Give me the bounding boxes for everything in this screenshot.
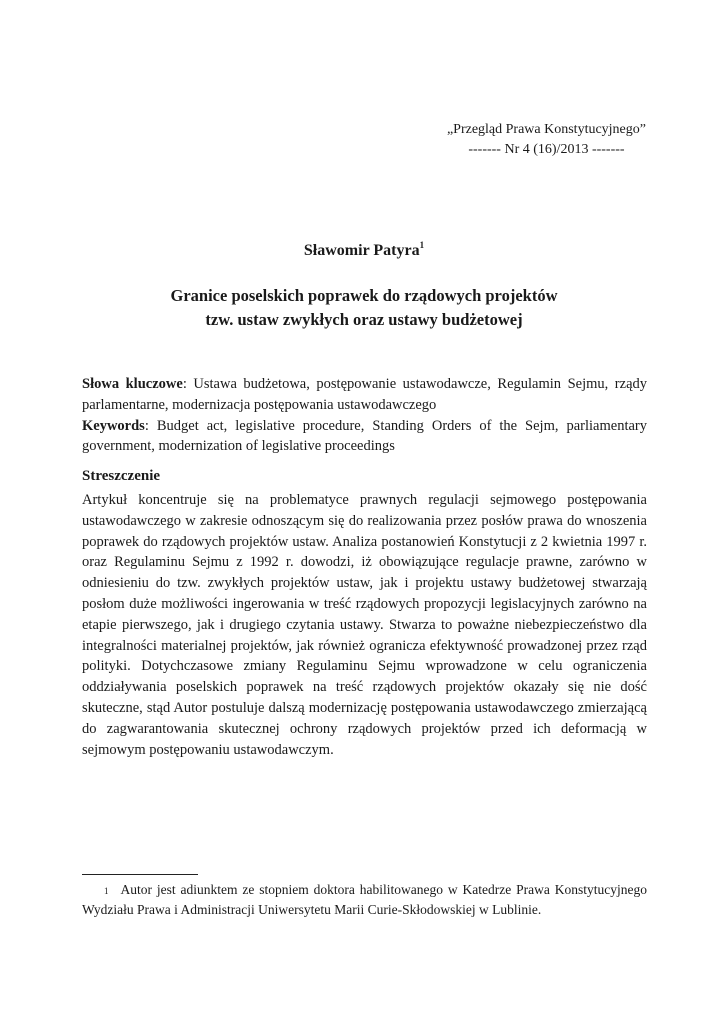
keywords-pl (82, 374, 647, 416)
author-name-text: Sławomir Patyra (303, 242, 420, 259)
abstract-text: Artykuł koncentruje się na problematyce prawnych regulacji sejmowego postępowania ustawodawczego w zakresie odnoszącym się do realizowania przez posłów prawa do wnoszenia poprawek do rządowych projektów ustaw. Analiza postanowień Konstytucji z 2 kwietnia 1997 r. oraz Regulaminu Sejmu z 1992 r. dowodzi, iż obowiązujące regulacje prawne, zarówno w odniesieniu do tzw. zwykłych projektów ustaw, jak i projektu ustawy budżetowej stwarzają posłom duże możliwości ingerowania w treść rządowych propozycji legislacyjnych zarówno na etapie pierwszego, jak i drugiego czytania ustawy. Stwarza to poważne niebezpieczeństwo dla integralności materialnej projektów, jak również ogranicza efektywność prowadzonej przez rząd polityki. Dotychczasowe zmiany Regulaminu Sejmu wprowadzone w celu ograniczenia oddziaływania poselskich poprawek na treść rządowych projektów okazały się nie dość skuteczne, stąd Autor postuluje dalszą modernizację postępowania ustawodawczego zmierzającą do zagwarantowania skutecznej ochrony rządowych projektów przed ich deformacją w sejmowym postępowaniu ustawodawczym. (82, 492, 647, 758)
author-name (0, 242, 728, 260)
title-line-1: Granice poselskich poprawek do rządowych projektów (170, 286, 558, 305)
keywords-pl-text: : Ustawa budżetowa, postępowanie ustawodawcze, Regulamin Sejmu, rządy parlamentarne, modernizacja postępowania ustawodawczego (82, 376, 648, 413)
keywords-en (82, 416, 647, 458)
title-line-2: tzw. ustaw zwykłych oraz ustawy budżetowej (205, 310, 523, 329)
footnote-mark: 1 (104, 886, 109, 896)
keywords-en-label: Keywords (82, 417, 145, 434)
journal-name: „Przegląd Prawa Konstytucyjnego” (446, 122, 646, 137)
footnote-text: Autor jest adiunktem ze stopniem doktora habilitowanego w Katedrze Prawa Konstytucyjnego Wydziału Prawa i Administracji Uniwersytetu Marii Curie-Skłodowskiej w Lublinie. (82, 882, 647, 917)
footnote (82, 880, 647, 919)
abstract-heading: Streszczenie (82, 468, 161, 484)
keywords-pl-label: Słowa kluczowe (82, 376, 183, 392)
journal-issue: ------- Nr 4 (16)/2013 ------- (468, 142, 625, 157)
journal-header (447, 120, 646, 160)
keywords-block (82, 374, 647, 457)
paper-title (0, 284, 728, 332)
footnote-divider (82, 874, 198, 875)
author-footnote-mark[interactable]: 1 (419, 240, 425, 250)
keywords-en-text: : Budget act, legislative procedure, Standing Orders of the Sejm, parliamentary government, modernization of legislative proceedings (82, 417, 647, 455)
